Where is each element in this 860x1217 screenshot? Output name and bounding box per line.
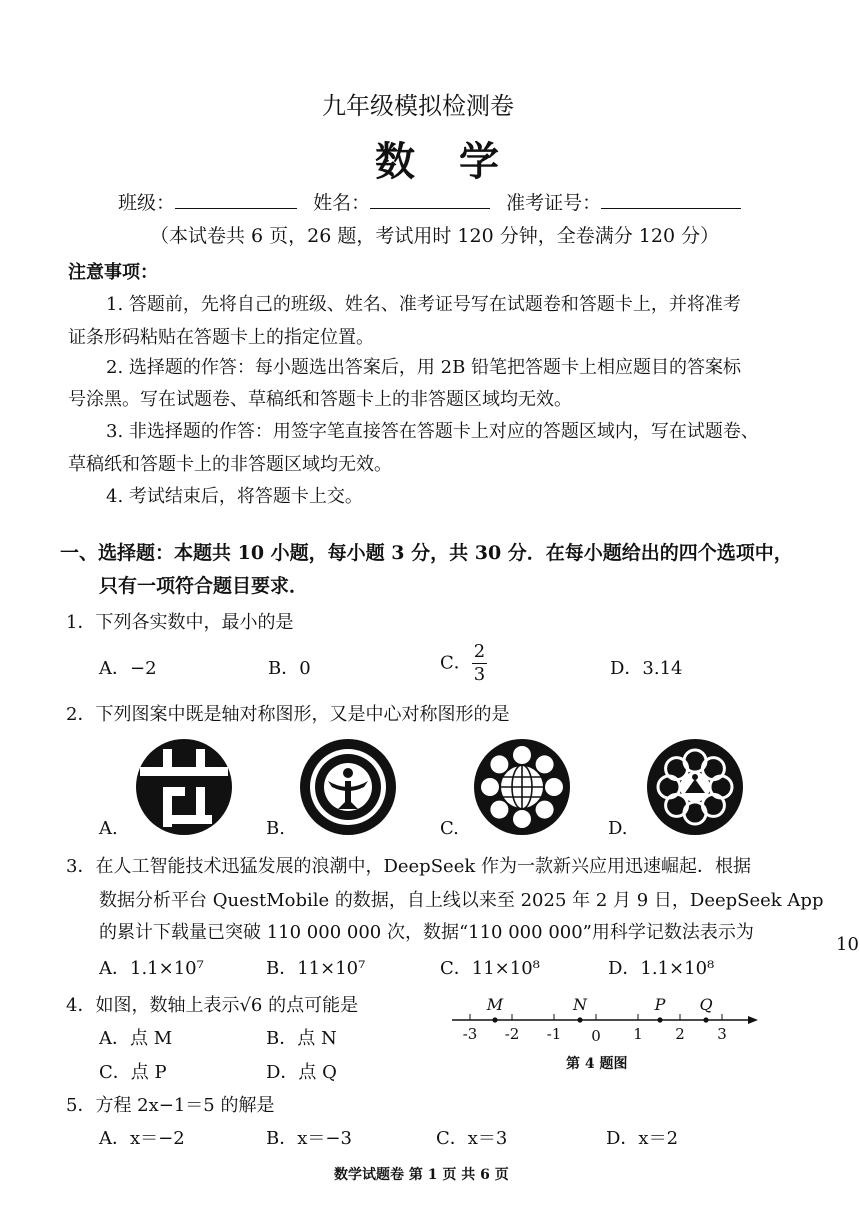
q2-option-d: D.	[608, 818, 628, 839]
q3-option-a: A．1.1×10⁷	[99, 958, 204, 979]
question-3-line: 数据分析平台 QuestMobile 的数据，自上线以来至 2025 年 2 月 9 日，DeepSeek App	[99, 890, 824, 911]
q1-option-b: B．0	[268, 658, 311, 679]
notice-item: 号涂黑。写在试题卷、草稿纸和答题卡上的非答题区域均无效。	[68, 389, 572, 410]
question-3-line: 3．在人工智能技术迅猛发展的浪潮中，DeepSeek 作为一款新兴应用迅速崛起．根据	[66, 856, 751, 877]
class-blank	[175, 188, 297, 209]
q4-option-b: B．点 N	[266, 1028, 337, 1049]
question-4-stem: 4．如图，数轴上表示√6 的点可能是	[66, 995, 359, 1016]
number-line-ticks	[470, 1014, 722, 1020]
point-q	[703, 1017, 708, 1022]
point-label: N	[573, 995, 587, 1014]
name-blank	[370, 188, 490, 209]
q2-option-c: C.	[440, 818, 459, 839]
q2-option-a: A.	[99, 818, 118, 839]
point-label: M	[486, 995, 504, 1014]
figure-caption: 第 4 题图	[566, 1056, 628, 1072]
q1-option-d: D．3.14	[610, 658, 683, 679]
question-5-stem: 5．方程 2x−1＝5 的解是	[66, 1095, 275, 1116]
page-footer: 数学试题卷 第 1 页 共 6 页	[334, 1167, 509, 1183]
notice-item: 2. 选择题的作答：每小题选出答案后，用 2B 铅笔把答题卡上相应题目的答案标	[106, 357, 742, 378]
point-label: Q	[699, 995, 713, 1014]
fraction-numerator: 2	[473, 641, 486, 662]
name-label: 姓名：	[313, 192, 371, 214]
q3-option-c: C．11×10⁸	[440, 958, 540, 979]
q5-option-c: C．x＝3	[436, 1128, 508, 1149]
q1-option-c-prefix: C．	[440, 652, 472, 674]
q5-option-b: B．x＝−3	[266, 1128, 352, 1149]
point-label: P	[654, 995, 666, 1014]
question-3-line: 的累计下载量已突破 110 000 000 次，数据“110 000 000”用科学记数法表示为	[99, 922, 754, 943]
section-heading-cont: 只有一项符合题目要求．	[99, 575, 309, 597]
point-p	[657, 1017, 662, 1022]
tick-label: 0	[591, 1027, 601, 1045]
q4-option-a: A．点 M	[99, 1028, 173, 1049]
q3-option-d: D．1.1×10⁸	[608, 958, 715, 979]
question-1-stem: 1．下列各实数中，最小的是	[66, 612, 294, 633]
q5-option-d: D．x＝2	[606, 1128, 679, 1149]
notice-item: 3. 非选择题的作答：用签字笔直接答在答题卡上对应的答题区域内，写在试题卷、	[106, 421, 759, 442]
class-label: 班级：	[118, 192, 176, 214]
question-2-stem: 2．下列图案中既是轴对称图形，又是中心对称图形的是	[66, 704, 510, 725]
edge-mark: 10	[836, 934, 859, 955]
exam-no-blank	[601, 188, 741, 209]
subject-title: 数学	[375, 138, 543, 185]
exam-title: 九年级模拟检测卷	[322, 92, 514, 120]
section-heading: 一、选择题：本题共 10 小题，每小题 3 分，共 30 分．在每小题给出的四个选项中，	[60, 542, 793, 564]
tick-label: 1	[633, 1025, 643, 1043]
fraction	[472, 641, 487, 686]
emblem-d-icon	[645, 737, 745, 837]
q3-option-b: B．11×10⁷	[266, 958, 366, 979]
exam-info: （本试卷共 6 页，26 题，考试用时 120 分钟，全卷满分 120 分）	[150, 225, 720, 247]
point-n	[577, 1017, 582, 1022]
q2-option-b: B.	[266, 818, 285, 839]
student-info-line	[118, 188, 741, 215]
emblem-a-icon	[134, 737, 234, 837]
fraction-denominator: 3	[473, 664, 486, 685]
notice-item: 4. 考试结束后，将答题卡上交。	[106, 486, 363, 507]
emblem-b-icon	[298, 737, 398, 837]
q5-option-a: A．x＝−2	[99, 1128, 185, 1149]
tick-label: -2	[504, 1025, 520, 1043]
q4-option-c: C．点 P	[99, 1062, 167, 1083]
q1-option-c	[440, 641, 487, 686]
tick-label: 2	[675, 1025, 685, 1043]
notice-heading: 注意事项：	[68, 262, 158, 283]
emblem-c-icon	[472, 737, 572, 837]
axis-arrow-icon	[748, 1016, 758, 1024]
tick-label: -1	[546, 1025, 562, 1043]
tick-label: 3	[717, 1025, 727, 1043]
q4-option-d: D．点 Q	[266, 1062, 337, 1083]
point-m	[492, 1017, 497, 1022]
notice-item: 草稿纸和答题卡上的非答题区域均无效。	[68, 454, 392, 475]
exam-no-label: 准考证号：	[506, 192, 602, 214]
notice-item: 证条形码粘贴在答题卡上的指定位置。	[68, 327, 374, 348]
tick-label: -3	[462, 1025, 478, 1043]
notice-item: 1. 答题前，先将自己的班级、姓名、准考证号写在试题卷和答题卡上，并将准考	[106, 294, 741, 315]
number-line-figure	[440, 992, 760, 1054]
q1-option-a: A．−2	[99, 658, 157, 679]
